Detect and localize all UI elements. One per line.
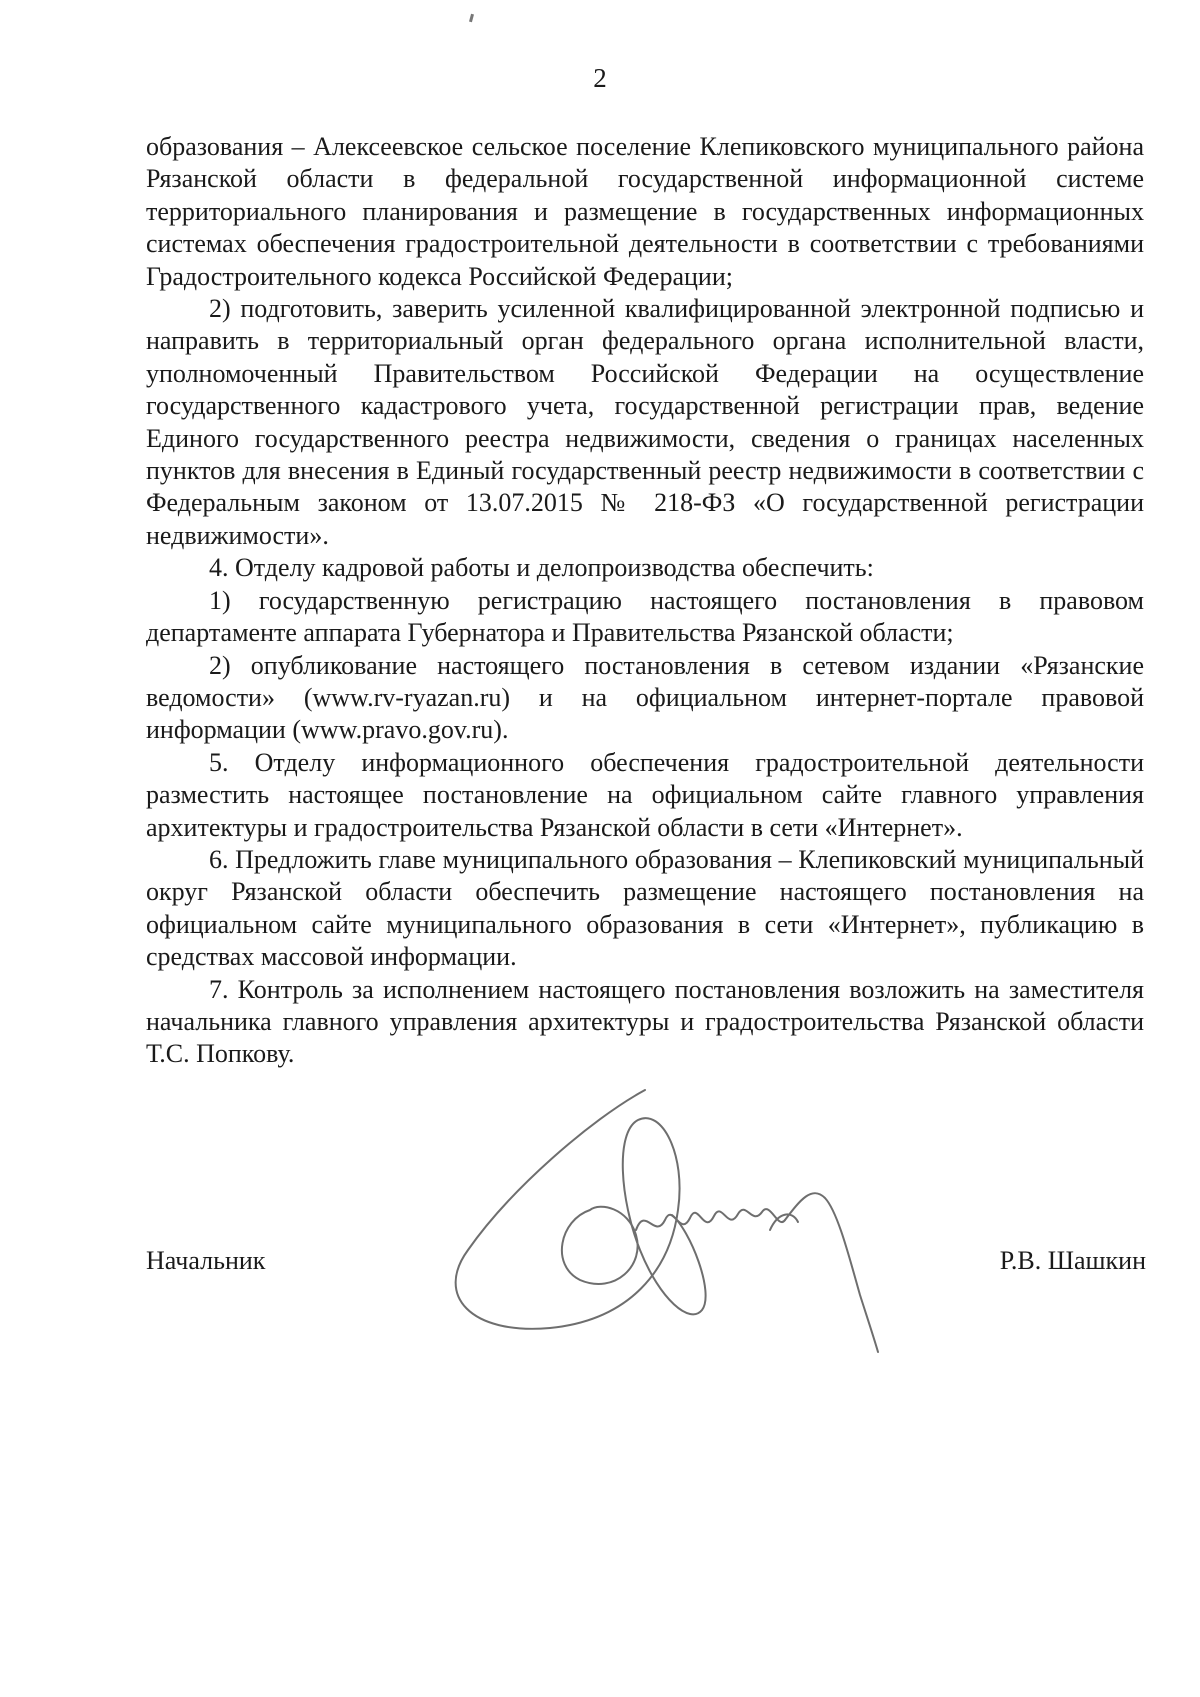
stray-mark [469,14,474,23]
paragraph-continuation: образования – Алексеевское сельское поселение Клепиковского муниципального района Рязанской области в федеральной государственной информационной системе территориального планирования и размещение в государственных информационных системах обеспечения градостроительной деятельности в соответствии с требованиями Градостроительного кодекса Российской Федерации; [146,132,1144,291]
paragraph-item-5: 5. Отделу информационного обеспечения градостроительной деятельности разместить настоящее постановление на официальном сайте главного управления архитектуры и градостроительства Рязанской области в сети «Интернет». [146,747,1144,842]
paragraph-item-4: 4. Отделу кадровой работы и делопроизводства обеспечить: [209,553,874,583]
handwritten-signature [440,1080,900,1380]
document-body [146,131,1144,1071]
signatory-name: Р.В. Шашкин [999,1246,1146,1275]
page-number: 2 [593,63,607,93]
paragraph-item-6: 6. Предложить главе муниципального образования – Клепиковский муниципальный округ Рязанской области обеспечить размещение настоящего постановления на официальном сайте муниципального образования в сети «Интернет», публикацию в средствах массовой информации. [146,844,1144,972]
paragraph-item-3-2: 2) подготовить, заверить усиленной квалифицированной электронной подписью и направить в территориальный орган федерального органа исполнительной власти, уполномоченный Правительством Российской Федерации на осуществление государственного кадастрового учета, государственной регистрации прав, ведение Единого государственного реестра недвижимости, сведения о границах населенных пунктов для внесения в Единый государственный реестр недвижимости в соответствии с Федеральным законом от 13.07.2015 № 218-ФЗ «О государственной регистрации недвижимости». [146,294,1144,550]
signatory-position: Начальник [146,1246,266,1275]
paragraph-item-7: 7. Контроль за исполнением настоящего постановления возложить на заместителя начальника главного управления архитектуры и градостроительства Рязанской области Т.С. Попкову. [146,974,1144,1069]
paragraph-item-4-1: 1) государственную регистрацию настоящего постановления в правовом департаменте аппарата Губернатора и Правительства Рязанской области; [146,585,1144,648]
paragraph-item-4-2: 2) опубликование настоящего постановления в сетевом издании «Рязанские ведомости» (www.rv-ryazan.ru) и на официальном интернет-портале правовой информации (www.pravo.gov.ru). [146,650,1144,745]
